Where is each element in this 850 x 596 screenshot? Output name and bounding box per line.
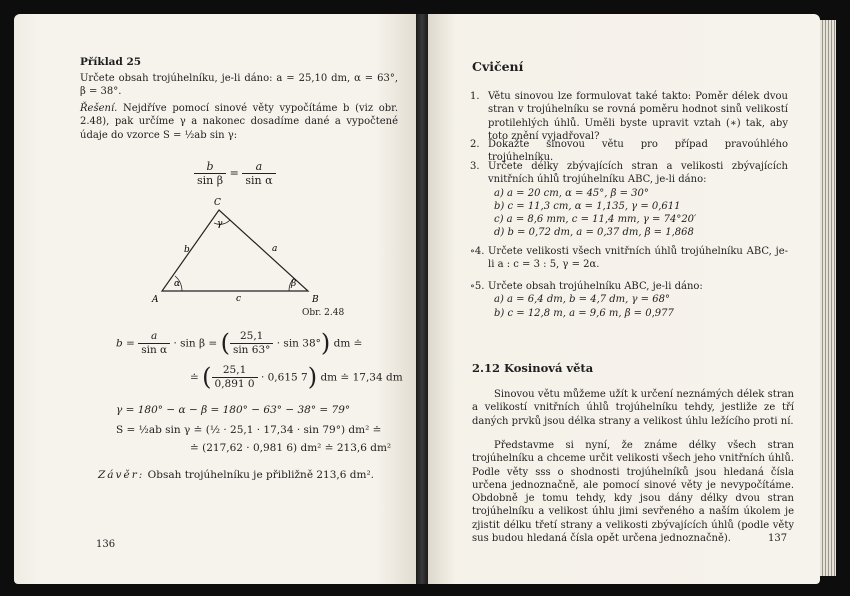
exercise-item: c) a = 8,6 mm, c = 11,4 mm, γ = 74°20′ bbox=[494, 214, 697, 226]
exercise-item: a) a = 6,4 dm, b = 4,7 dm, γ = 68° bbox=[494, 294, 670, 306]
eq-text: dm ≐ 17,34 dm bbox=[320, 371, 403, 384]
exercise-3 bbox=[472, 160, 788, 240]
equation-area-line1: S = ½ab sin γ ≐ (½ · 25,1 · 17,34 · sin 79°) dm² ≐ bbox=[116, 424, 382, 436]
exercise-number: ∘5. bbox=[470, 281, 485, 292]
frac-numerator: 25,1 bbox=[212, 364, 258, 378]
exercise-item: a) a = 20 cm, α = 45°, β = 30° bbox=[494, 187, 649, 199]
exercise-number: 1. bbox=[470, 91, 480, 102]
frac-numerator: b bbox=[194, 160, 226, 174]
vertex-c-label: C bbox=[214, 198, 221, 208]
eq-text: b = bbox=[116, 337, 135, 350]
page-number-right: 137 bbox=[768, 533, 788, 544]
frac-numerator: 25,1 bbox=[230, 330, 273, 344]
conclusion-text: Obsah trojúhelníku je přibližně 213,6 dm². bbox=[147, 469, 374, 481]
page-number-left: 136 bbox=[96, 539, 116, 550]
solution-text: Nejdříve pomocí sinové věty vypočítáme b (viz obr. 2.48), pak určíme γ a nakonec dosadíme dané a vypočtené údaje do vzorce S = ½ab sin γ: bbox=[80, 103, 398, 141]
side-b-label: b bbox=[184, 245, 190, 255]
frac-numerator: a bbox=[138, 330, 170, 344]
fraction bbox=[230, 330, 273, 357]
book-gutter bbox=[416, 14, 428, 584]
figure-caption: Obr. 2.48 bbox=[302, 308, 345, 318]
eq-text: · sin β = bbox=[173, 337, 218, 350]
sine-law-formula bbox=[194, 160, 276, 187]
eq-text: · 0,615 7 bbox=[260, 371, 308, 384]
exercise-text: Větu sinovou lze formulovat také takto: Poměr délek dvou stran v trojúhelníku se rovná poměru hodnot sinů velikostí protilehlých úhlů. Uměli byste upravit vztah (∗) tak, aby toto znění vyjadřoval? bbox=[488, 91, 788, 142]
eq-text: dm ≐ bbox=[333, 337, 363, 350]
vertex-b-label: B bbox=[312, 295, 319, 305]
exercise-4 bbox=[472, 245, 788, 272]
eq-text: ≐ bbox=[190, 371, 199, 384]
solution-label: Řešení. bbox=[80, 103, 118, 114]
conclusion-label: Závěr: bbox=[98, 469, 145, 481]
angle-alpha-label: α bbox=[174, 279, 181, 289]
exercise-text: Určete délky zbývajících stran a velikosti zbývajících vnitřních úhlů trojúhelníku ABC, je-li dáno: bbox=[488, 161, 788, 186]
frac-numerator: a bbox=[242, 160, 275, 174]
exercise-text: Dokažte sinovou větu pro případ pravoúhlého trojúhelníku. bbox=[488, 139, 788, 164]
exercise-item: d) b = 0,72 dm, a = 0,37 dm, β = 1,868 bbox=[494, 227, 694, 239]
vertex-a-label: A bbox=[152, 295, 159, 305]
exercise-item: b) c = 11,3 cm, α = 1,135, γ = 0,611 bbox=[494, 200, 681, 212]
fraction-b-sinbeta bbox=[194, 160, 226, 187]
equation-b-line1: b = $\frac{a}{\text{sin α}}$ · sin β = ( $\frac{25,1}{\sin 63^\circ}$ · sin 38°) dm ≐ bbox=[116, 328, 363, 357]
page-edges bbox=[820, 20, 836, 576]
equals-sign: = bbox=[229, 166, 239, 180]
exercise-number: ∘4. bbox=[470, 246, 485, 257]
exercise-number: 3. bbox=[470, 161, 480, 172]
equation-area-line2: ≐ (217,62 · 0,981 6) dm² ≐ 213,6 dm² bbox=[190, 442, 392, 454]
angle-beta-label: β bbox=[291, 279, 297, 289]
example-text: Určete obsah trojúhelníku, je-li dáno: a = 25,10 dm, α = 63°, β = 38°. bbox=[80, 73, 398, 98]
exercise-text: Určete obsah trojúhelníku ABC, je-li dáno: bbox=[488, 281, 703, 292]
equation-b-line2: ≐ ( $\frac{25,1}{0,891 0}$ · 0,615 7) dm ≐ 17,34 dm bbox=[190, 362, 403, 391]
paragraph-1: Sinovou větu můžeme užít k určení neznámých délek stran a velikostí vnitřních úhlů trojúhelníku tehdy, jestliže ze tří daných prvků jsou délka strany a velikost úhlu ležícího proti ní. bbox=[472, 389, 794, 427]
right-page bbox=[428, 14, 820, 584]
example-title: Příklad 25 bbox=[80, 56, 142, 68]
paragraph-2: Představme si nyní, že známe délky všech stran trojúhelníku a chceme určit velikosti všech jeho vnitřních úhlů. Podle věty sss o shodnosti trojúhelníků jsou hledaná čísla určena jednoznačně, ale pomocí sinové věty je nevypočítáme. Obdobně je tomu tehdy, kdy jsou dány délky dvou stran trojúhelníku a velikost úhlu jimi sevřeného a naším úkolem je zjistit délku třetí strany a velikosti zbývajících úhlů (podle věty sus budou hledaná čísla opět určena jednoznačně). bbox=[472, 440, 794, 545]
fraction bbox=[138, 330, 170, 357]
section-title: 2.12 Kosinová věta bbox=[472, 361, 594, 375]
exercises-title: Cvičení bbox=[472, 59, 524, 74]
solution-paragraph bbox=[80, 102, 398, 142]
triangle-figure bbox=[144, 194, 354, 306]
exercise-5 bbox=[472, 280, 788, 320]
conclusion bbox=[98, 469, 374, 482]
side-a-label: a bbox=[272, 244, 278, 254]
fraction bbox=[212, 364, 258, 391]
side-c-label: c bbox=[236, 294, 242, 304]
angle-gamma-label: γ bbox=[217, 219, 223, 229]
exercise-text: Určete velikosti všech vnitřních úhlů trojúhelníku ABC, je-li a : c = 3 : 5, γ = 2α. bbox=[488, 246, 788, 271]
frac-denominator: sin 63° bbox=[232, 344, 271, 356]
exercise-number: 2. bbox=[470, 139, 480, 150]
left-page bbox=[14, 14, 416, 584]
frac-denominator: sin α bbox=[245, 174, 273, 187]
fraction-a-sinalpha bbox=[242, 160, 275, 187]
exercise-1 bbox=[472, 90, 788, 143]
equation-gamma: γ = 180° − α − β = 180° − 63° − 38° = 79° bbox=[116, 404, 351, 416]
frac-denominator: sin β bbox=[197, 174, 224, 187]
eq-text: · sin 38° bbox=[276, 337, 321, 350]
exercise-item: b) c = 12,8 m, a = 9,6 m, β = 0,977 bbox=[494, 307, 674, 319]
frac-denominator: 0,891 0 bbox=[214, 378, 255, 390]
frac-denominator: sin α bbox=[141, 344, 168, 356]
